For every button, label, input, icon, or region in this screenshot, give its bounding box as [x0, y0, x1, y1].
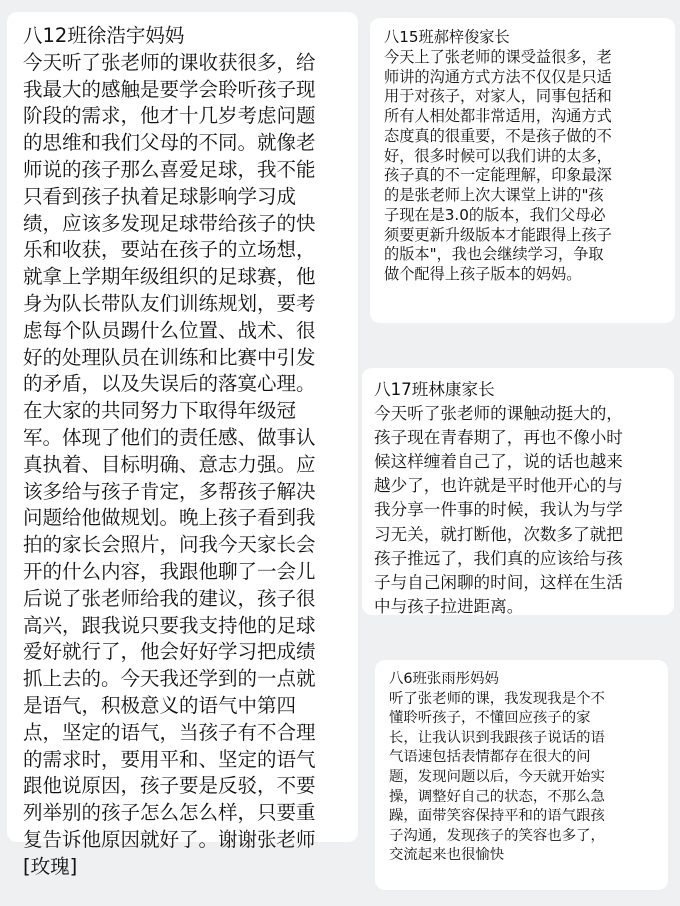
message-bubble-1	[7, 12, 358, 878]
message-text-4: 听了张老师的课，我发现我是个不 懂聆听孩子，不懂回应孩子的家 长，让我认识到我跟孩子说话的语 气语速包括表情都存在很大的问 题，发现问题以后，今天就开始实 操，调整好自己的状态，不那么急 躁，面带笑容保持平和的语气跟孩 子沟通，发现孩子的笑容也多了， 交流起来也很愉快	[389, 690, 605, 864]
message-sender-4: 八6班张雨彤妈妈	[389, 671, 499, 687]
message-text-3: 今天听了张老师的课触动挺大的， 孩子现在青春期了，再也不像小时 候这样缠着自己了，说的话也越来 越少了，也许就是平时他开心的与 我分享一件事的时候，我认为与学 习无关，就打断他，次数多了就把 孩子推远了，我们真的应该给与孩 子与自己闲聊的时间，这样在生活 中与孩子拉进距离。	[374, 404, 623, 616]
message-text-2: 今天上了张老师的课受益很多，老 师讲的沟通方式方法不仅仅是只适 用于对孩子，对家人，同事包括和 所有人相处都非常适用，沟通方式 态度真的很重要，不是孩子做的不 好，很多时候可以我们讲的太多， 孩子真的不一定能理解，印象最深 的是张老师上次大课堂上讲的"孩 子现在是3.0的版本，我们父母必 须要更新升级版本才能跟得上孩子 的版本"，我也会继续学习，争取 做个配得上孩子版本的妈妈。	[384, 47, 612, 283]
message-sender-1: 八12班徐浩宇妈妈	[23, 24, 185, 47]
message-bubble-4	[375, 660, 668, 890]
message-sender-2: 八15班郝梓俊家长	[384, 28, 510, 46]
message-bubble-2	[370, 18, 675, 323]
message-text-1: 今天听了张老师的课收获很多，给 我最大的感触是要学会聆听孩子现 阶段的需求，他才十几岁考虑问题 的思维和我们父母的不同。就像老 师说的孩子那么喜爱足球，我不能 只看到孩子执着足球影响学习成 绩，应该多发现足球带给孩子的快 乐和收获，要站在孩子的立场想， 就拿上学期年级组织的足球赛，他 身为队长带队友们训练规划，要考 虑每个队员踢什么位置、战术、很 好的处理队员在训练和比赛中引发 的矛盾，以及失误后的落寞心理。 在大家的共同努力下取得年级冠 军。体现了他们的责任感、做事认 真执着、目标明确、意志力强。应 该多给与孩子肯定，多帮孩子解决 问题给他做规划。晚上孩子看到我 拍的家长会照片，问我今天家长会 开的什么内容，我跟他聊了一会儿 后说了张老师给我的建议，孩子很 高兴，跟我说只要我支持他的足球 爱好就行了，他会好好学习把成绩 抓上去的。今天我还学到的一点就 是语气，积极意义的语气中第四 点，坚定的语气，当孩子有不合理 的需求时，要用平和、坚定的语气 跟他说原因，孩子要是反驳，不要 列举别的孩子怎么怎么样，只要重 复告诉他原因就好了。谢谢张老师 [玫瑰]	[23, 50, 316, 878]
message-sender-3: 八17班林康家长	[374, 380, 495, 399]
message-bubble-3	[362, 368, 674, 615]
